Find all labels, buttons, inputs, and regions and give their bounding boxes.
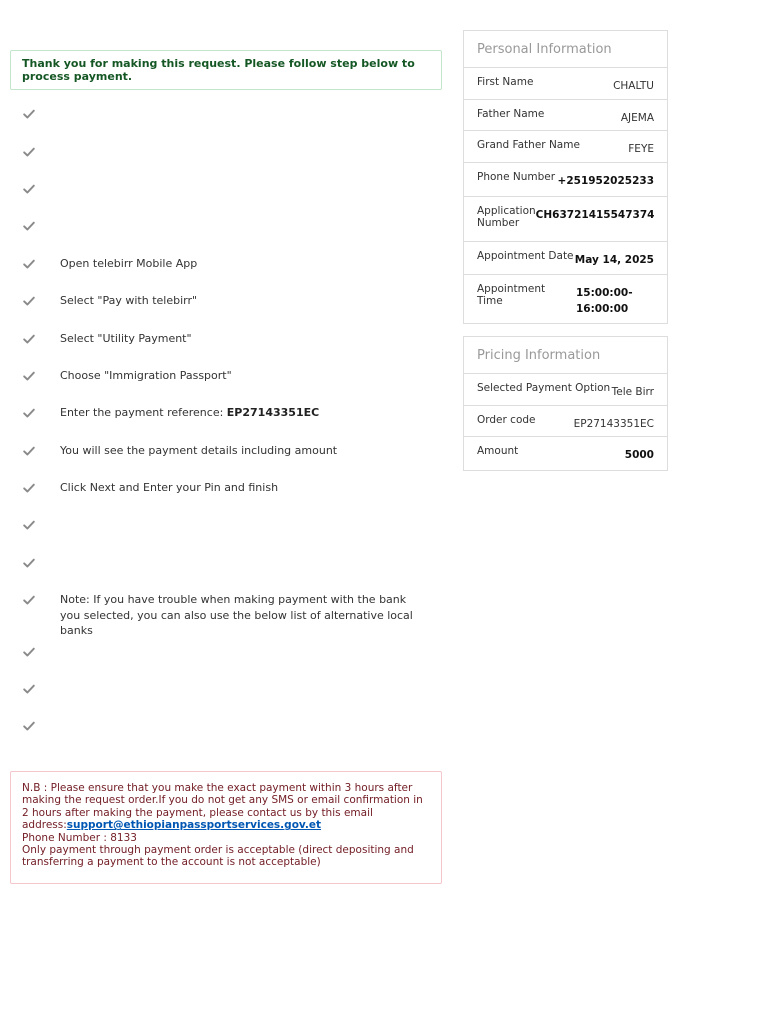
info-label: Father Name bbox=[477, 108, 545, 120]
check-icon bbox=[22, 645, 36, 659]
personal-info-title: Personal Information bbox=[464, 31, 667, 68]
info-value: EP27143351EC bbox=[573, 418, 654, 430]
info-value: AJEMA bbox=[620, 112, 654, 124]
check-icon bbox=[22, 182, 36, 196]
step-text: Enter the payment reference: EP27143351EC bbox=[60, 406, 320, 419]
check-icon bbox=[22, 332, 36, 346]
check-icon bbox=[22, 593, 36, 607]
info-value: CH63721415547374 bbox=[535, 209, 655, 221]
info-row-first-name bbox=[464, 68, 667, 100]
check-icon bbox=[22, 682, 36, 696]
check-icon bbox=[22, 107, 36, 121]
info-label: First Name bbox=[477, 76, 534, 88]
info-label: Application Number bbox=[477, 205, 536, 229]
step-text: Open telebirr Mobile App bbox=[60, 257, 198, 270]
info-row-appointment-date bbox=[464, 242, 667, 275]
info-value: 5000 bbox=[624, 449, 654, 461]
info-label: Selected Payment Option bbox=[477, 382, 611, 394]
support-email-link[interactable]: support@ethiopianpassportservices.gov.et bbox=[66, 819, 322, 832]
info-label: Phone Number bbox=[477, 171, 556, 183]
payment-reference: EP27143351EC bbox=[226, 406, 320, 419]
check-icon bbox=[22, 145, 36, 159]
info-row-appointment-time bbox=[464, 275, 667, 323]
check-icon bbox=[22, 219, 36, 233]
info-label: Appointment Time bbox=[477, 283, 546, 307]
step-text: Click Next and Enter your Pin and finish bbox=[60, 481, 279, 494]
step-text: Select "Pay with telebirr" bbox=[60, 294, 198, 307]
info-label: Order code bbox=[477, 414, 536, 426]
info-row-grandfather-name bbox=[464, 131, 667, 163]
success-alert bbox=[10, 50, 442, 90]
check-icon bbox=[22, 518, 36, 532]
info-value: 15:00:00-16:00:00 bbox=[576, 287, 633, 315]
info-value: +251952025233 bbox=[557, 175, 654, 187]
step-text: You will see the payment details including amount bbox=[60, 444, 338, 457]
info-row-amount bbox=[464, 437, 667, 470]
info-label: Amount bbox=[477, 445, 519, 457]
check-icon bbox=[22, 294, 36, 308]
info-label: Appointment Date bbox=[477, 250, 574, 262]
info-row-phone bbox=[464, 163, 667, 197]
check-icon bbox=[22, 444, 36, 458]
pricing-info-title: Pricing Information bbox=[464, 337, 667, 374]
info-value: May 14, 2025 bbox=[574, 254, 654, 266]
payment-policy-text: Only payment through payment order is acceptable (direct depositing and transferring a payment to the account is not acceptable) bbox=[22, 844, 414, 869]
info-row-father-name bbox=[464, 100, 667, 131]
success-message: Thank you for making this request. Please follow step below to process payment. bbox=[22, 57, 415, 83]
steps-list bbox=[10, 104, 442, 804]
step-text: Choose "Immigration Passport" bbox=[60, 369, 232, 382]
info-value: FEYE bbox=[628, 143, 654, 155]
info-label: Grand Father Name bbox=[477, 139, 580, 151]
warning-alert bbox=[10, 771, 442, 884]
info-value: CHALTU bbox=[613, 80, 654, 92]
personal-info-panel bbox=[463, 30, 668, 324]
info-row-application-number bbox=[464, 197, 667, 242]
payment-instructions bbox=[10, 50, 442, 869]
pricing-info-panel bbox=[463, 336, 668, 471]
check-icon bbox=[22, 257, 36, 271]
check-icon bbox=[22, 369, 36, 383]
info-sidebar bbox=[463, 30, 668, 471]
check-icon bbox=[22, 481, 36, 495]
step-text: Select "Utility Payment" bbox=[60, 332, 192, 345]
info-row-order-code bbox=[464, 406, 667, 437]
check-icon bbox=[22, 556, 36, 570]
warning-text: N.B : Please ensure that you make the exact payment within 3 hours after making the request order.If you do not get any SMS or email confirmation in 2 hours after making the payment, please contact us by this email address: bbox=[22, 782, 423, 832]
info-value: Tele Birr bbox=[611, 386, 654, 398]
step-text: Note: If you have trouble when making payment with the bank you selected, you can also use the below list of alternative local banks bbox=[60, 593, 413, 637]
info-row-payment-option bbox=[464, 374, 667, 406]
check-icon bbox=[22, 406, 36, 420]
check-icon bbox=[22, 719, 36, 733]
support-phone: Phone Number : 8133 bbox=[22, 831, 137, 844]
